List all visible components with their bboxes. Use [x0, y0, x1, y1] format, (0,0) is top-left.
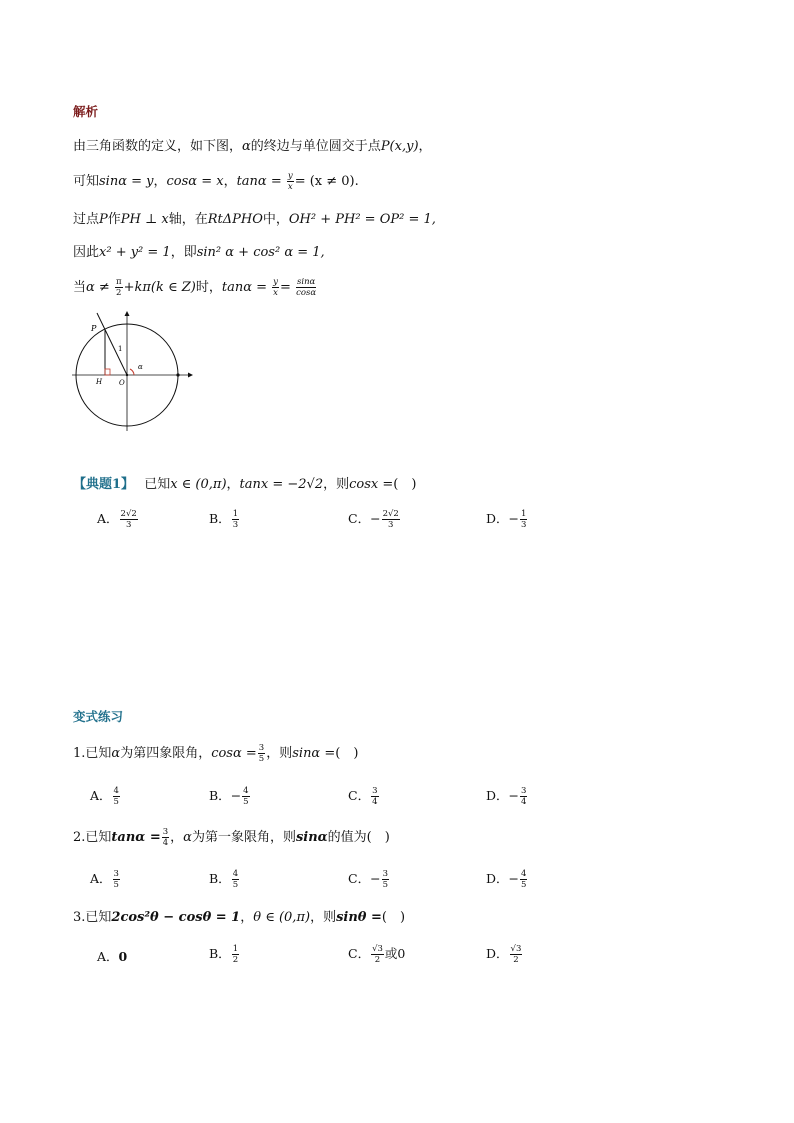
- practice-q2-stem: 2.已知tanα = $\frac{3}{4}$ ，α为第一象限角，则sinα的值为( ): [73, 826, 390, 848]
- point-on-x-axis: [176, 373, 179, 376]
- q3-option-b[interactable]: B． $\frac{1}{2}$: [209, 943, 239, 965]
- q2-option-b[interactable]: B． $\frac{4}{5}$: [209, 868, 239, 890]
- label-radius-1: 1: [118, 345, 123, 353]
- label-p: P: [91, 324, 97, 333]
- q3-option-a[interactable]: A．0: [97, 949, 128, 964]
- q3-option-c[interactable]: C． $\frac{√3}{2}$ 或0: [348, 943, 406, 965]
- example-option-d[interactable]: D．− $\frac{1}{3}$: [486, 508, 527, 530]
- q2-option-d[interactable]: D．− $\frac{4}{5}$: [486, 868, 527, 890]
- q2-option-a[interactable]: A． $\frac{3}{5}$: [90, 868, 119, 890]
- right-angle-mark: [105, 369, 110, 375]
- angle-arc: [130, 369, 134, 375]
- analysis-heading: 解析: [73, 104, 99, 119]
- practice-heading: 变式练习: [73, 709, 124, 724]
- label-o: O: [119, 379, 125, 387]
- example-1-stem: 【典题1】 已知x ∈ (0,π)，tanx = −2√2，则cosx =( ): [73, 477, 417, 492]
- practice-q1-stem: 1.已知α为第四象限角，cosα = $\frac{3}{5}$ ，则sinα =( ): [73, 742, 359, 764]
- q3-option-d[interactable]: D． $\frac{√3}{2}$: [486, 943, 522, 965]
- q1-option-a[interactable]: A． $\frac{4}{5}$: [90, 785, 119, 807]
- label-alpha: α: [138, 363, 143, 371]
- y-axis-arrow: [125, 311, 130, 316]
- analysis-line-5: 当α ≠ $\frac{\pi}{2}$ +kπ(k ∈ Z)时，tanα = $\frac{y}{x}$ = $\frac{\sin\alpha}{\cos\alpha}$: [73, 276, 317, 298]
- terminal-side: [97, 313, 127, 375]
- q1-option-c[interactable]: C． $\frac{3}{4}$: [348, 785, 378, 807]
- q1-option-b[interactable]: B．− $\frac{4}{5}$: [209, 785, 249, 807]
- practice-q3-stem: 3.已知2cos²θ − cosθ = 1，θ ∈ (0,π)，则sinθ =( ): [73, 910, 406, 925]
- analysis-line-1: 由三角函数的定义，如下图，α的终边与单位圆交于点P(x,y)，: [73, 139, 432, 154]
- analysis-line-3: 过点P作PH ⊥ x轴，在RtΔPHO中，OH² + PH² = OP² = 1,: [73, 212, 436, 227]
- example-option-c[interactable]: C．− $\frac{2√2}{3}$: [348, 508, 399, 530]
- example-option-b[interactable]: B． $\frac{1}{3}$: [209, 508, 239, 530]
- label-h: H: [96, 378, 103, 386]
- q1-option-d[interactable]: D．− $\frac{3}{4}$: [486, 785, 527, 807]
- unit-circle-figure: [70, 308, 195, 433]
- example-tag: 【典题1】: [73, 477, 135, 492]
- origin-point: [126, 374, 128, 376]
- analysis-line-4: 因此x² + y² = 1，即sin² α + cos² α = 1,: [73, 245, 325, 260]
- analysis-line-2: 可知sinα = y，cosα = x，tanα = $\frac{y}{x}$ = (x ≠ 0).: [73, 170, 359, 192]
- x-axis-arrow: [188, 373, 193, 378]
- q2-option-c[interactable]: C．− $\frac{3}{5}$: [348, 868, 388, 890]
- example-option-a[interactable]: A． $\frac{2√2}{3}$: [97, 508, 137, 530]
